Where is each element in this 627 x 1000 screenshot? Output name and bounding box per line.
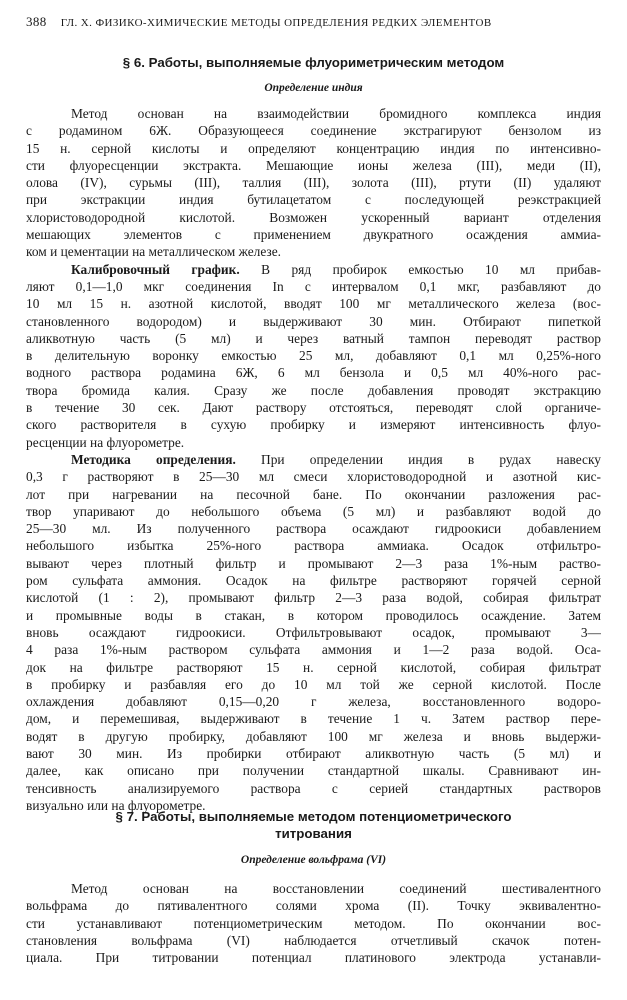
text-line: вновь осаждают гидроокиси. Отфильтровывают осадок, промывают 3—	[26, 624, 601, 640]
text-line: ского растворителя в сухую пробирку и измеряют интенсивность флуо-	[26, 417, 601, 433]
text-line: водного раствора родамина 6Ж, 6 мл бензола и 0,5 мл 40%-ного рас-	[26, 365, 601, 381]
section-7-title-line: § 7. Работы, выполняемые методом потенциометрического	[115, 809, 512, 824]
section-6-title: § 6. Работы, выполняемые флуориметрическим методом	[122, 55, 505, 70]
section-7-subtitle: Определение вольфрама (VI)	[240, 854, 387, 866]
section-7-body	[26, 880, 601, 966]
text-line: дом, и перемешивая, выдерживают в течение 1 ч. Затем раствор пере-	[26, 711, 601, 727]
text-line: охлаждения добавляют 0,15—0,20 г железа, восстановленного водоро-	[26, 694, 601, 710]
text-line: Метод основан на взаимодействии бромидного комплекса индия	[71, 106, 601, 121]
text-line: сти флуоресценции экстракта. Мешающие ионы железа (III), меди (II),	[26, 157, 601, 173]
running-title: ГЛ. X. ФИЗИКО-ХИМИЧЕСКИЕ МЕТОДЫ ОПРЕДЕЛЕНИЯ РЕДКИХ ЭЛЕМЕНТОВ	[60, 17, 492, 29]
text-line: становленного водородом) и выдерживают 30 мин. Отбирают пипеткой	[26, 313, 601, 329]
text-line: в пробирку и разбавляя его до 10 мл той же серной кислотой. После	[26, 676, 601, 692]
page-number: 388	[26, 14, 47, 29]
text-line: небольшого избытка 25%-ного раствора аммиака. Осадок отфильтро-	[26, 538, 601, 554]
text-line: 25—30 мл. Из полученного раствора осаждают гидроокиси добавлением	[26, 521, 601, 537]
text-line: 15 н. серной кислоты и определяют концентрацию индия по интенсивно-	[26, 140, 601, 156]
text-line: 4 раза 1%-ным раствором сульфата аммония и 1—2 раза водой. Оса-	[26, 642, 601, 658]
text-line: олова (IV), сурьмы (III), таллия (III), золота (III), ртути (II) удаляют	[26, 175, 601, 191]
text-line: циала. При титровании потенциал платинового электрода устанавли-	[26, 950, 601, 966]
calibration-heading: Калибровочный график.	[71, 261, 240, 277]
text-line: ком и цементации на металлическом железе.	[26, 244, 282, 260]
calibration-first-line: В ряд пробирок емкостью 10 мл прибав-	[261, 261, 601, 277]
text-line: становления вольфрама (VI) наблюдается отчетливый скачок потен-	[26, 932, 601, 948]
text-line: ром сульфата аммония. Осадок на фильтре растворяют горячей серной	[26, 573, 601, 589]
method-first-line: При определении индия в рудах навеску	[261, 451, 601, 467]
text-line: в течение 30 сек. Дают раствору отстояться, переводят слой органиче-	[26, 400, 601, 416]
text-line: твор упаривают до небольшого объема (5 мл) и разбавляют водой до	[26, 503, 601, 519]
text-line: вольфрама до пятивалентного солями хрома (II). Точку эквивалентно-	[26, 898, 601, 914]
text-line	[26, 261, 601, 278]
text-line: при экстракции индия бутилацетатом с последующей реэкстракцией	[26, 192, 601, 208]
text-line: док на фильтре растворяют 15 н. серной кислотой, собирая фильтрат	[26, 659, 601, 675]
section-6-body	[26, 105, 601, 814]
method-paragraph	[26, 451, 601, 814]
text-line: в делительную воронку емкостью 25 мл, добавляют 0,1 мл 0,25%-ного	[26, 348, 601, 364]
text-line: 10 мл 15 н. азотной кислотой, вводят 100 мг металлического железа (вос-	[26, 296, 601, 312]
text-line: тенсивность анализируемого раствора с серией стандартных растворов	[26, 780, 601, 796]
text-line: твора бромида калия. Сразу же после добавления проводят экстракцию	[26, 382, 601, 398]
text-line: хлористоводородной кислотой. Возможен ускоренный вариант отделения	[26, 209, 601, 225]
text-line: кислотой (1 : 2), промывают фильтр 2—3 раза водой, собирая фильтрат	[26, 590, 601, 606]
text-line: Метод основан на восстановлении соединений шестивалентного	[71, 881, 601, 896]
running-header	[26, 14, 606, 30]
text-line: вывают через плотный фильтр и промывают 2—3 раза 1%-ным раство-	[26, 555, 601, 571]
text-line: вают 30 мин. Из пробирки отбирают аликвотную часть (5 мл) и	[26, 745, 601, 761]
section-7-title	[0, 808, 627, 842]
method-heading: Методика определения.	[71, 451, 236, 467]
text-line: с родамином 6Ж. Образующееся соединение экстрагируют бензолом из	[26, 123, 601, 139]
text-line: сти устанавливают потенциометрическим методом. По окончании вос-	[26, 915, 601, 931]
section-6-subtitle: Определение индия	[264, 82, 363, 94]
text-line: лот при нагревании на песочной бане. По окончании разложения рас-	[26, 486, 601, 502]
text-line: визуально или на флуорометре.	[26, 797, 206, 813]
section-7-title-line: титрования	[275, 826, 352, 841]
text-line: водят в другую пробирку, добавляют 100 мг железа и вновь выдержи-	[26, 728, 601, 744]
text-line: ляют 0,1—1,0 мкг соединения In с интервалом 0,1 мкг, разбавляют до	[26, 278, 601, 294]
calibration-paragraph	[26, 261, 601, 451]
text-line: и промывные воды в стакан, в котором проводилось осаждение. Затем	[26, 607, 601, 623]
text-line: аликвотную часть (5 мл) и через ватный тампон переводят раствор	[26, 330, 601, 346]
intro-paragraph	[26, 105, 601, 261]
text-line: ресценции на флуорометре.	[26, 434, 185, 450]
text-line: мешающих элементов с применением двукратного осаждения аммиа-	[26, 227, 601, 243]
text-line: далее, как описано при получении стандартной шкалы. Сравнивают ин-	[26, 763, 601, 779]
text-line: 0,3 г растворяют в 25—30 мл смеси хлористоводородной и азотной кис-	[26, 469, 601, 485]
text-line	[26, 451, 601, 468]
